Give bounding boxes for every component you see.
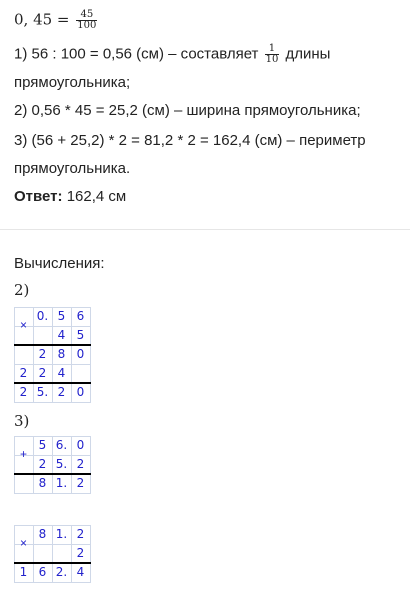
digit: 4 bbox=[57, 366, 66, 380]
digit: 2 bbox=[38, 347, 47, 361]
calculations-heading: Вычисления: bbox=[14, 255, 105, 272]
digit: 8 bbox=[57, 347, 66, 361]
digit: 2 bbox=[19, 385, 28, 399]
digit: 2 bbox=[76, 527, 85, 541]
answer-value: 162,4 см bbox=[66, 188, 127, 205]
step-3-continuation: прямоугольника. bbox=[14, 160, 131, 177]
multiply-sign: × bbox=[19, 318, 27, 332]
digit: 5 bbox=[76, 328, 85, 342]
digit: 0 bbox=[76, 347, 85, 361]
answer-line bbox=[14, 188, 126, 205]
digit: 1 bbox=[19, 565, 28, 579]
digit: 5. bbox=[36, 385, 49, 399]
digit: 0 bbox=[76, 438, 85, 452]
equation-line bbox=[14, 10, 99, 31]
digit: 6 bbox=[76, 309, 85, 323]
digit: 5 bbox=[57, 309, 66, 323]
calc-2-grid bbox=[14, 307, 91, 403]
multiply-sign: × bbox=[19, 536, 27, 550]
digit: 2 bbox=[76, 546, 85, 560]
fraction-numerator: 45 bbox=[76, 10, 97, 21]
digit: 6. bbox=[55, 438, 68, 452]
step-1-continuation: прямоугольника; bbox=[14, 74, 131, 91]
fraction-numerator: 1 bbox=[265, 44, 280, 55]
digit: 1. bbox=[55, 527, 68, 541]
plus-sign: + bbox=[19, 447, 27, 461]
digit: 4 bbox=[57, 328, 66, 342]
fraction-denominator: 10 bbox=[265, 54, 279, 65]
calc-3-label: 3) bbox=[14, 412, 30, 430]
digit: 2 bbox=[19, 366, 28, 380]
digit: 2 bbox=[76, 457, 85, 471]
calc-3-grid bbox=[14, 436, 91, 494]
section-divider bbox=[0, 229, 410, 230]
fraction-45-100 bbox=[76, 10, 97, 31]
digit: 5. bbox=[55, 457, 68, 471]
calc-4-grid bbox=[14, 525, 91, 583]
calc-2-label: 2) bbox=[14, 281, 30, 299]
digit: 6 bbox=[38, 565, 47, 579]
digit: 5 bbox=[38, 438, 47, 452]
step-1-text-end: длины bbox=[285, 45, 331, 63]
fraction-denominator: 100 bbox=[77, 20, 97, 31]
step-1-line bbox=[14, 44, 330, 65]
equation-lhs: 0, 45 = bbox=[14, 10, 70, 29]
digit: 4 bbox=[76, 565, 85, 579]
digit: 2 bbox=[57, 385, 66, 399]
digit: 1. bbox=[55, 476, 68, 490]
fraction-1-10 bbox=[265, 44, 280, 65]
step-1-text: 1) 56 : 100 = 0,56 (см) – составляет bbox=[14, 45, 259, 63]
digit: 0 bbox=[76, 385, 85, 399]
digit: 2 bbox=[38, 366, 47, 380]
digit: 8 bbox=[38, 527, 47, 541]
step-3-line: 3) (56 + 25,2) * 2 = 81,2 * 2 = 162,4 (см) – периметр bbox=[14, 132, 366, 149]
answer-label: Ответ: bbox=[14, 188, 63, 205]
digit: 0. bbox=[36, 309, 49, 323]
digit: 2. bbox=[55, 565, 68, 579]
digit: 8 bbox=[38, 476, 47, 490]
step-2-line: 2) 0,56 * 45 = 25,2 (см) – ширина прямоугольника; bbox=[14, 102, 361, 119]
digit: 2 bbox=[38, 457, 47, 471]
digit: 2 bbox=[76, 476, 85, 490]
